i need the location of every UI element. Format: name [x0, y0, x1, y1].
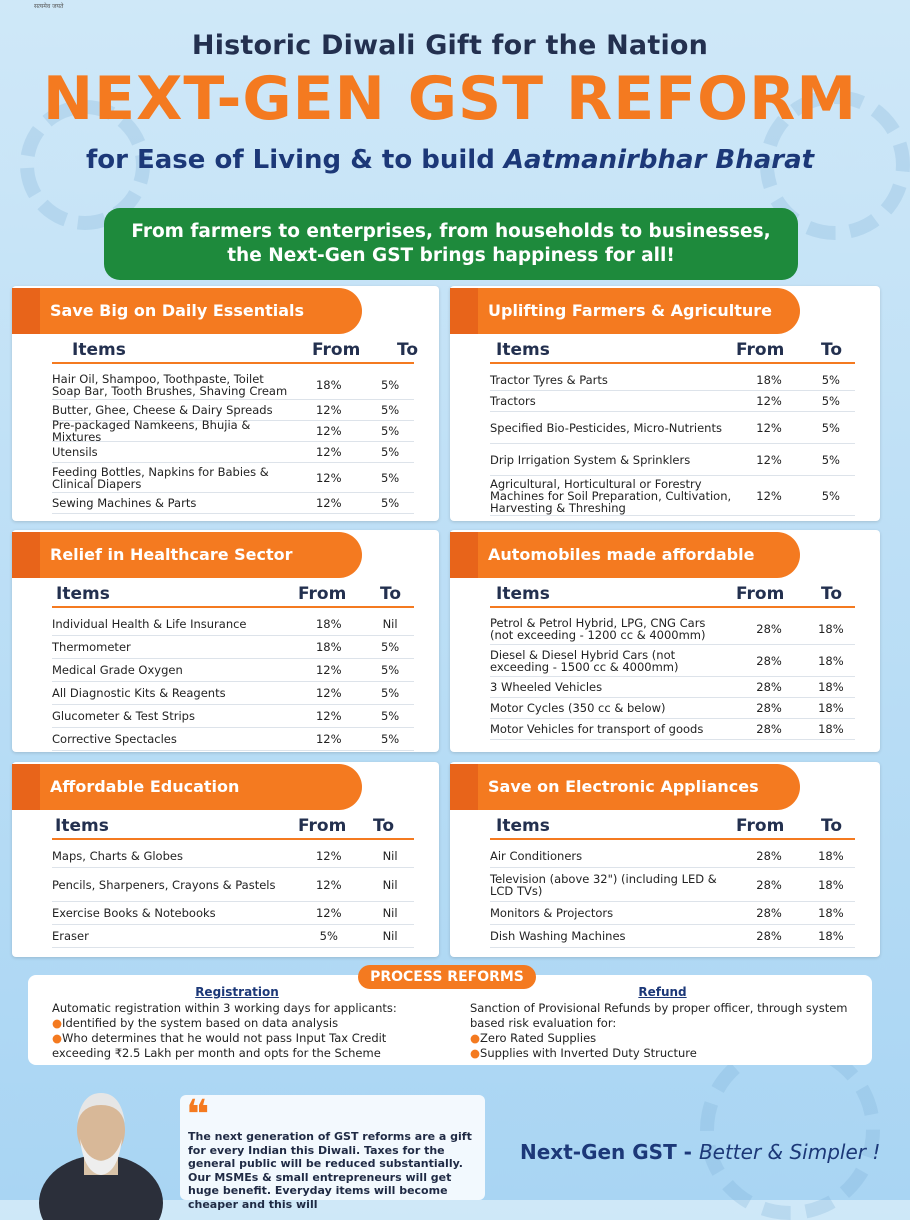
table-row — [490, 698, 855, 719]
item-name: Pencils, Sharpeners, Crayons & Pastels — [52, 877, 276, 892]
column-header-items: Items — [55, 816, 109, 836]
bullet-icon: ● — [470, 1031, 481, 1045]
table-row — [490, 444, 855, 476]
table-row — [52, 418, 414, 444]
item-name: Individual Health & Life Insurance — [52, 617, 247, 631]
rate-from: 12% — [315, 424, 342, 438]
bullet-icon: ● — [52, 1016, 63, 1030]
table-header — [490, 340, 855, 364]
table-row — [490, 902, 855, 925]
rate-to: 5% — [380, 640, 400, 654]
item-name: Glucometer & Test Strips — [52, 709, 195, 723]
table-row — [52, 728, 414, 751]
item-name: Drip Irrigation System & Sprinklers — [490, 452, 691, 467]
rate-from: 28% — [756, 621, 782, 636]
rate-to: 5% — [380, 424, 400, 438]
item-name: Petrol & Petrol Hybrid, LPG, CNG Cars (not exceeding - 1200 cc & 4000mm) — [490, 615, 706, 642]
rate-to: 5% — [380, 663, 400, 677]
rate-from: 12% — [315, 709, 342, 723]
table-header — [490, 816, 855, 840]
table-row — [52, 925, 414, 948]
header — [0, 30, 900, 175]
item-name: Butter, Ghee, Cheese & Dairy Spreads — [52, 403, 273, 417]
page-tagline: for Ease of Living & to build Aatmanirbhar Bharat — [85, 145, 815, 175]
rate-from: 12% — [315, 877, 342, 892]
rate-from: 12% — [315, 663, 342, 677]
section-title-farmers: Uplifting Farmers & Agriculture — [450, 288, 800, 334]
item-name: Specified Bio-Pesticides, Micro-Nutrients — [490, 420, 722, 435]
table-row — [52, 902, 414, 925]
rate-from: 28% — [756, 653, 782, 668]
section-title-essentials: Save Big on Daily Essentials — [12, 288, 362, 334]
table-row — [490, 845, 855, 868]
table-row — [490, 476, 855, 516]
portrait-image — [36, 1075, 166, 1200]
table-row — [490, 391, 855, 412]
item-name: Thermometer — [52, 640, 131, 654]
table-row — [52, 370, 414, 400]
item-name: Utensils — [52, 445, 98, 459]
rate-from: 12% — [756, 488, 782, 503]
refund-heading: Refund — [638, 985, 687, 999]
rate-to: 18% — [818, 680, 844, 694]
rate-from: 12% — [315, 686, 342, 700]
column-header-items: Items — [496, 816, 550, 836]
rate-to: 5% — [380, 377, 400, 392]
bullet-icon: ● — [52, 1031, 63, 1045]
item-name: Diesel & Diesel Hybrid Cars (not exceeding - 1500 cc & 4000mm) — [490, 647, 679, 674]
rate-from: 12% — [756, 420, 782, 435]
rate-to: 5% — [821, 394, 840, 408]
registration-block: Registration Automatic registration within 3 working days for applicants: ●Identified by the system based on data analysis ●Who determines that he would not pass Input Tax Credit exceeding ₹2.5 Lakh per month and opts for the Scheme — [52, 985, 422, 1061]
page-subtitle: Historic Diwali Gift for the Nation — [191, 30, 709, 61]
table-header — [52, 340, 419, 364]
rate-to: 5% — [380, 496, 400, 510]
column-header-items: Items — [496, 584, 550, 604]
rate-from: 12% — [315, 470, 342, 485]
rate-to: 5% — [821, 488, 840, 503]
column-header-to: To — [821, 816, 843, 836]
table-row — [52, 659, 414, 682]
rate-from: 28% — [756, 929, 782, 943]
item-name: Maps, Charts & Globes — [52, 849, 183, 863]
page-title: NEXT-GEN GST REFORM — [42, 64, 858, 134]
item-name: Feeding Bottles, Napkins for Babies & Clinical Diapers — [52, 464, 269, 491]
green-banner: From farmers to enterprises, from households to businesses, the Next-Gen GST brings happiness for all! — [104, 208, 798, 280]
section-title-electronics: Save on Electronic Appliances — [450, 764, 800, 810]
column-header-to: To — [380, 584, 402, 604]
rate-to: 5% — [821, 452, 840, 467]
footer-tagline: Next-Gen GST - Better & Simpler ! — [520, 1140, 881, 1164]
rate-to: 5% — [821, 420, 840, 435]
column-header-from: From — [736, 340, 785, 360]
table-row — [52, 868, 414, 902]
table-row — [52, 845, 414, 868]
rate-from: 28% — [756, 906, 782, 920]
rate-from: 12% — [756, 452, 782, 467]
rate-from: 28% — [756, 701, 782, 715]
column-header-from: From — [298, 584, 347, 604]
rate-to: 5% — [380, 732, 400, 746]
column-header-from: From — [736, 584, 785, 604]
column-header-to: To — [373, 816, 395, 836]
item-name: Medical Grade Oxygen — [52, 663, 183, 677]
item-name: Tractor Tyres & Parts — [490, 373, 608, 387]
table-row — [490, 868, 855, 902]
column-header-from: From — [298, 816, 347, 836]
rate-from: 12% — [315, 403, 342, 417]
rate-to: 5% — [821, 373, 840, 387]
column-header-to: To — [821, 584, 843, 604]
table-row — [52, 442, 414, 463]
rate-to: 18% — [818, 849, 844, 863]
table-row — [52, 613, 414, 636]
rate-from: 28% — [756, 722, 782, 736]
gear-decoration-icon — [700, 1040, 880, 1220]
rate-to: 18% — [818, 877, 844, 892]
item-name: Agricultural, Horticultural or Forestry Machines for Soil Preparation, Cultivation, Harvesting & Threshing — [490, 476, 732, 515]
item-name: Pre-packaged Namkeens, Bhujia & Mixtures — [52, 418, 251, 444]
rate-from: 18% — [315, 617, 342, 631]
item-name: Dish Washing Machines — [490, 929, 626, 943]
item-name: Sewing Machines & Parts — [52, 496, 197, 510]
table-row — [490, 925, 855, 948]
rate-from: 12% — [315, 732, 342, 746]
rate-from: 28% — [756, 680, 782, 694]
section-title-automobiles: Automobiles made affordable — [450, 532, 800, 578]
column-header-to: To — [821, 340, 843, 360]
quote-text: The next generation of GST reforms are a gift for every Indian this Diwali. Taxes for the general public will be reduced substantially. Our MSMEs & small entrepreneurs will get huge benefit. Everyday items will become cheaper and this will — [188, 1130, 472, 1211]
table-row — [490, 412, 855, 444]
rate-to: 18% — [818, 929, 844, 943]
rate-to: 5% — [380, 686, 400, 700]
process-reforms-title: PROCESS REFORMS — [358, 965, 536, 989]
table-row — [52, 705, 414, 728]
table-row — [52, 636, 414, 659]
rate-to: Nil — [382, 929, 398, 943]
item-name: Motor Vehicles for transport of goods — [490, 722, 704, 736]
table-row — [52, 463, 414, 493]
rate-from: 12% — [315, 445, 342, 459]
emblem-text: सत्यमेव जयते — [34, 3, 64, 10]
rate-from: 12% — [315, 496, 342, 510]
rate-from: 12% — [315, 906, 342, 920]
quote-icon: ❝ — [186, 1092, 210, 1138]
item-name: Eraser — [52, 929, 89, 943]
registration-heading: Registration — [195, 985, 279, 999]
item-name: Exercise Books & Notebooks — [52, 906, 216, 920]
rate-to: 5% — [380, 403, 400, 417]
rate-from: 28% — [756, 877, 782, 892]
refund-block: Refund Sanction of Provisional Refunds by proper officer, through system based risk evaluation for: ●Zero Rated Supplies ●Supplies with Inverted Duty Structure — [470, 985, 855, 1061]
rate-to: Nil — [382, 877, 398, 892]
column-header-to: To — [397, 340, 419, 360]
rate-to: 18% — [818, 621, 844, 636]
rate-to: 18% — [818, 653, 844, 668]
column-header-items: Items — [56, 584, 110, 604]
table-header — [52, 584, 414, 608]
rate-from: 12% — [756, 394, 782, 408]
column-header-items: Items — [72, 340, 126, 360]
item-name: Air Conditioners — [490, 849, 583, 863]
item-name: 3 Wheeled Vehicles — [490, 680, 603, 694]
rate-to: 5% — [380, 445, 400, 459]
item-name: Television (above 32") (including LED & LCD TVs) — [490, 871, 717, 898]
column-header-from: From — [312, 340, 361, 360]
table-row — [52, 493, 414, 514]
table-header — [490, 584, 855, 608]
item-name: Hair Oil, Shampoo, Toothpaste, Toilet Soap Bar, Tooth Brushes, Shaving Cream — [52, 371, 288, 398]
rate-from: 12% — [315, 849, 342, 863]
table-row — [490, 370, 855, 391]
rate-to: Nil — [382, 617, 398, 631]
rate-to: Nil — [382, 906, 398, 920]
table-header — [52, 816, 414, 840]
table-row — [490, 645, 855, 677]
rate-to: 5% — [380, 470, 400, 485]
rate-from: 18% — [756, 373, 782, 387]
rate-from: 5% — [319, 929, 338, 943]
rate-to: 18% — [818, 701, 844, 715]
rate-to: 18% — [818, 906, 844, 920]
item-name: Monitors & Projectors — [490, 906, 614, 920]
item-name: All Diagnostic Kits & Reagents — [52, 686, 226, 700]
table-row — [490, 613, 855, 645]
column-header-items: Items — [496, 340, 550, 360]
rate-to: 18% — [818, 722, 844, 736]
item-name: Tractors — [490, 394, 536, 408]
rate-to: 5% — [380, 709, 400, 723]
column-header-from: From — [736, 816, 785, 836]
table-row — [490, 677, 855, 698]
item-name: Motor Cycles (350 cc & below) — [490, 701, 666, 715]
rate-from: 18% — [315, 640, 342, 654]
bullet-icon: ● — [470, 1046, 481, 1060]
table-row — [52, 682, 414, 705]
item-name: Corrective Spectacles — [52, 732, 177, 746]
rate-from: 18% — [315, 377, 342, 392]
section-title-education: Affordable Education — [12, 764, 362, 810]
table-row — [490, 719, 855, 740]
section-title-healthcare: Relief in Healthcare Sector — [12, 532, 362, 578]
rate-from: 28% — [756, 849, 782, 863]
rate-to: Nil — [382, 849, 398, 863]
